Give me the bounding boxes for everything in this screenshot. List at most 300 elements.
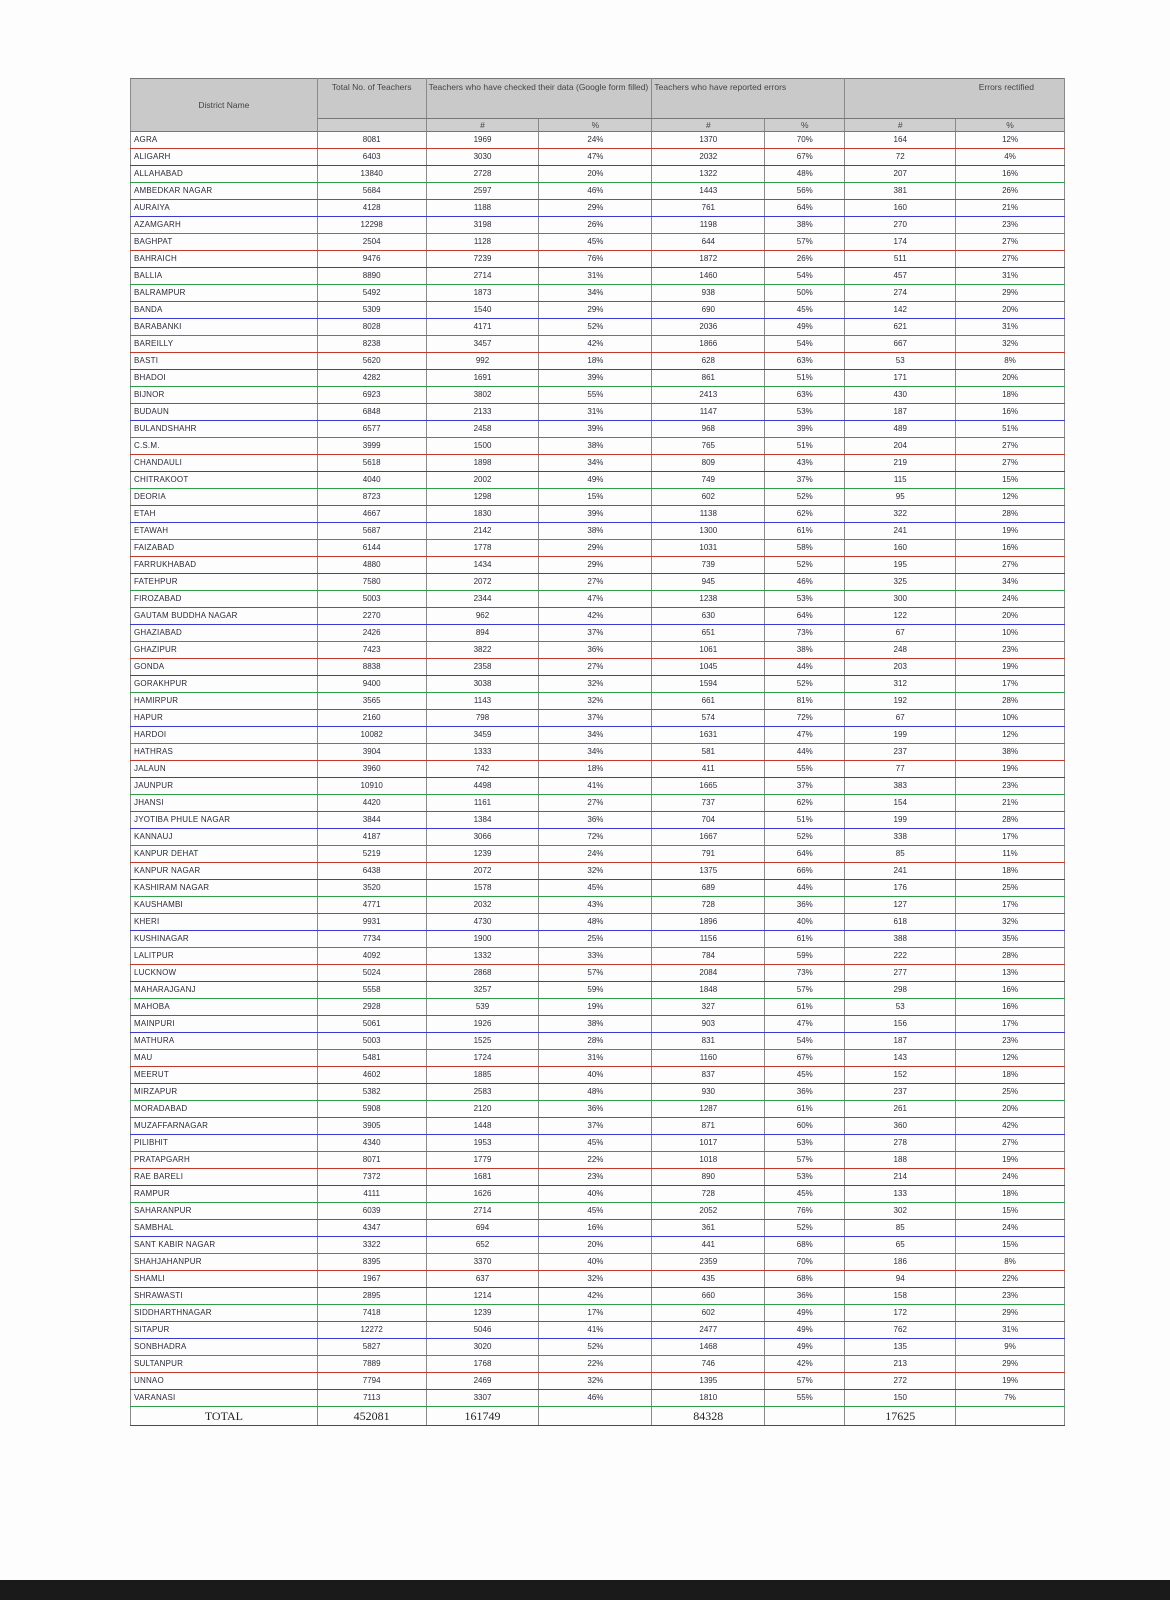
- table-row: [131, 1203, 1065, 1220]
- cell-reported-pct: 64%: [765, 200, 845, 217]
- cell-checked-pct: 45%: [539, 880, 652, 897]
- cell-district-name: JYOTIBA PHULE NAGAR: [131, 812, 318, 829]
- cell-reported-count: 1468: [652, 1339, 765, 1356]
- table-row: [131, 897, 1065, 914]
- cell-rectified-count: 143: [845, 1050, 956, 1067]
- cell-reported-pct: 57%: [765, 234, 845, 251]
- cell-district-name: JHANSI: [131, 795, 318, 812]
- cell-reported-count: 1896: [652, 914, 765, 931]
- cell-checked-count: 1332: [426, 948, 539, 965]
- cell-checked-pct: 31%: [539, 1050, 652, 1067]
- cell-rectified-count: 511: [845, 251, 956, 268]
- table-row: [131, 812, 1065, 829]
- cell-total-teachers: 8081: [317, 132, 426, 149]
- cell-rectified-pct: 18%: [956, 387, 1065, 404]
- cell-checked-pct: 25%: [539, 931, 652, 948]
- table-row: [131, 506, 1065, 523]
- cell-reported-count: 1017: [652, 1135, 765, 1152]
- cell-reported-pct: 61%: [765, 1101, 845, 1118]
- cell-reported-pct: 54%: [765, 336, 845, 353]
- cell-rectified-pct: 10%: [956, 625, 1065, 642]
- cell-reported-pct: 73%: [765, 625, 845, 642]
- cell-checked-pct: 40%: [539, 1254, 652, 1271]
- cell-rectified-pct: 21%: [956, 795, 1065, 812]
- total-reported-pct: [765, 1407, 845, 1426]
- cell-total-teachers: 5061: [317, 1016, 426, 1033]
- cell-district-name: GONDA: [131, 659, 318, 676]
- table-row: [131, 608, 1065, 625]
- cell-checked-count: 1578: [426, 880, 539, 897]
- cell-checked-count: 2714: [426, 1203, 539, 1220]
- cell-checked-pct: 34%: [539, 455, 652, 472]
- cell-reported-count: 630: [652, 608, 765, 625]
- cell-checked-count: 7239: [426, 251, 539, 268]
- cell-reported-count: 968: [652, 421, 765, 438]
- cell-checked-count: 5046: [426, 1322, 539, 1339]
- cell-district-name: C.S.M.: [131, 438, 318, 455]
- cell-checked-pct: 40%: [539, 1186, 652, 1203]
- cell-checked-count: 4498: [426, 778, 539, 795]
- table-row: [131, 1220, 1065, 1237]
- cell-district-name: LALITPUR: [131, 948, 318, 965]
- table-row: [131, 149, 1065, 166]
- cell-checked-count: 2868: [426, 965, 539, 982]
- cell-checked-count: 1626: [426, 1186, 539, 1203]
- cell-checked-count: 1969: [426, 132, 539, 149]
- cell-checked-pct: 29%: [539, 557, 652, 574]
- cell-rectified-count: 176: [845, 880, 956, 897]
- cell-reported-pct: 57%: [765, 1373, 845, 1390]
- table-row: [131, 1322, 1065, 1339]
- cell-reported-count: 739: [652, 557, 765, 574]
- cell-reported-pct: 40%: [765, 914, 845, 931]
- cell-rectified-count: 241: [845, 863, 956, 880]
- cell-rectified-pct: 12%: [956, 727, 1065, 744]
- cell-checked-pct: 45%: [539, 1203, 652, 1220]
- cell-reported-count: 361: [652, 1220, 765, 1237]
- cell-rectified-pct: 31%: [956, 1322, 1065, 1339]
- cell-reported-count: 2052: [652, 1203, 765, 1220]
- cell-rectified-count: 85: [845, 846, 956, 863]
- table-row: [131, 1118, 1065, 1135]
- cell-reported-pct: 55%: [765, 761, 845, 778]
- table-row: [131, 1186, 1065, 1203]
- cell-reported-count: 930: [652, 1084, 765, 1101]
- cell-rectified-count: 160: [845, 200, 956, 217]
- table-row: [131, 166, 1065, 183]
- table-row: [131, 336, 1065, 353]
- cell-reported-count: 1018: [652, 1152, 765, 1169]
- cell-rectified-count: 274: [845, 285, 956, 302]
- cell-rectified-pct: 16%: [956, 166, 1065, 183]
- cell-reported-count: 602: [652, 1305, 765, 1322]
- cell-reported-count: 1160: [652, 1050, 765, 1067]
- cell-checked-pct: 32%: [539, 693, 652, 710]
- cell-reported-count: 628: [652, 353, 765, 370]
- cell-district-name: ALLAHABAD: [131, 166, 318, 183]
- table-row: [131, 761, 1065, 778]
- cell-reported-pct: 54%: [765, 1033, 845, 1050]
- cell-reported-count: 861: [652, 370, 765, 387]
- cell-reported-pct: 60%: [765, 1118, 845, 1135]
- cell-rectified-pct: 38%: [956, 744, 1065, 761]
- cell-rectified-count: 338: [845, 829, 956, 846]
- cell-checked-pct: 39%: [539, 506, 652, 523]
- table-row: [131, 1050, 1065, 1067]
- cell-reported-count: 1443: [652, 183, 765, 200]
- cell-rectified-pct: 23%: [956, 1288, 1065, 1305]
- cell-reported-pct: 49%: [765, 1322, 845, 1339]
- cell-rectified-count: 270: [845, 217, 956, 234]
- total-reported: 84328: [652, 1407, 765, 1426]
- cell-reported-pct: 51%: [765, 370, 845, 387]
- cell-total-teachers: 6039: [317, 1203, 426, 1220]
- cell-reported-count: 1667: [652, 829, 765, 846]
- header-total-sub: [317, 119, 426, 132]
- table-row: [131, 863, 1065, 880]
- table-row: [131, 744, 1065, 761]
- cell-total-teachers: 5684: [317, 183, 426, 200]
- cell-reported-pct: 36%: [765, 1288, 845, 1305]
- cell-total-teachers: 2160: [317, 710, 426, 727]
- cell-reported-pct: 51%: [765, 812, 845, 829]
- header-reported-pct: %: [765, 119, 845, 132]
- cell-reported-pct: 37%: [765, 778, 845, 795]
- cell-total-teachers: 6144: [317, 540, 426, 557]
- cell-checked-count: 4730: [426, 914, 539, 931]
- cell-checked-count: 2002: [426, 472, 539, 489]
- cell-checked-pct: 32%: [539, 1271, 652, 1288]
- cell-rectified-count: 53: [845, 353, 956, 370]
- cell-reported-pct: 62%: [765, 795, 845, 812]
- cell-total-teachers: 5558: [317, 982, 426, 999]
- cell-reported-count: 2032: [652, 149, 765, 166]
- cell-total-teachers: 8071: [317, 1152, 426, 1169]
- cell-checked-count: 2344: [426, 591, 539, 608]
- cell-rectified-pct: 10%: [956, 710, 1065, 727]
- cell-reported-count: 761: [652, 200, 765, 217]
- cell-rectified-pct: 20%: [956, 370, 1065, 387]
- cell-total-teachers: 12272: [317, 1322, 426, 1339]
- cell-rectified-count: 383: [845, 778, 956, 795]
- table-row: [131, 268, 1065, 285]
- cell-total-teachers: 4880: [317, 557, 426, 574]
- cell-reported-pct: 56%: [765, 183, 845, 200]
- cell-total-teachers: 9476: [317, 251, 426, 268]
- cell-checked-count: 1384: [426, 812, 539, 829]
- cell-district-name: SULTANPUR: [131, 1356, 318, 1373]
- cell-checked-pct: 47%: [539, 149, 652, 166]
- cell-total-teachers: 13840: [317, 166, 426, 183]
- cell-rectified-count: 237: [845, 744, 956, 761]
- cell-total-teachers: 4282: [317, 370, 426, 387]
- cell-checked-count: 1434: [426, 557, 539, 574]
- cell-checked-pct: 43%: [539, 897, 652, 914]
- total-row: [131, 1407, 1065, 1426]
- cell-rectified-pct: 28%: [956, 693, 1065, 710]
- cell-rectified-count: 174: [845, 234, 956, 251]
- cell-total-teachers: 1967: [317, 1271, 426, 1288]
- cell-rectified-pct: 31%: [956, 319, 1065, 336]
- cell-rectified-count: 325: [845, 574, 956, 591]
- header-checked-num: #: [426, 119, 539, 132]
- cell-checked-pct: 45%: [539, 1135, 652, 1152]
- cell-reported-count: 2359: [652, 1254, 765, 1271]
- cell-district-name: KANPUR NAGAR: [131, 863, 318, 880]
- cell-checked-count: 798: [426, 710, 539, 727]
- cell-reported-count: 644: [652, 234, 765, 251]
- cell-checked-count: 2133: [426, 404, 539, 421]
- cell-district-name: SANT KABIR NAGAR: [131, 1237, 318, 1254]
- cell-reported-count: 1238: [652, 591, 765, 608]
- cell-district-name: RAMPUR: [131, 1186, 318, 1203]
- cell-district-name: SAMBHAL: [131, 1220, 318, 1237]
- cell-reported-pct: 42%: [765, 1356, 845, 1373]
- cell-district-name: BAGHPAT: [131, 234, 318, 251]
- cell-rectified-count: 65: [845, 1237, 956, 1254]
- cell-rectified-count: 298: [845, 982, 956, 999]
- cell-total-teachers: 4771: [317, 897, 426, 914]
- cell-rectified-count: 85: [845, 1220, 956, 1237]
- cell-rectified-pct: 15%: [956, 1237, 1065, 1254]
- cell-total-teachers: 7794: [317, 1373, 426, 1390]
- cell-district-name: DEORIA: [131, 489, 318, 506]
- cell-rectified-count: 302: [845, 1203, 956, 1220]
- cell-reported-pct: 53%: [765, 1169, 845, 1186]
- cell-reported-count: 435: [652, 1271, 765, 1288]
- cell-reported-pct: 61%: [765, 999, 845, 1016]
- cell-reported-count: 728: [652, 897, 765, 914]
- cell-checked-count: 1691: [426, 370, 539, 387]
- cell-rectified-count: 261: [845, 1101, 956, 1118]
- cell-rectified-count: 172: [845, 1305, 956, 1322]
- cell-reported-count: 945: [652, 574, 765, 591]
- cell-reported-count: 831: [652, 1033, 765, 1050]
- cell-total-teachers: 5309: [317, 302, 426, 319]
- table-row: [131, 591, 1065, 608]
- cell-rectified-pct: 15%: [956, 1203, 1065, 1220]
- cell-reported-pct: 53%: [765, 404, 845, 421]
- cell-rectified-pct: 12%: [956, 489, 1065, 506]
- cell-total-teachers: 4187: [317, 829, 426, 846]
- table-row: [131, 370, 1065, 387]
- cell-checked-pct: 36%: [539, 642, 652, 659]
- cell-reported-count: 1045: [652, 659, 765, 676]
- cell-reported-count: 411: [652, 761, 765, 778]
- cell-checked-pct: 27%: [539, 574, 652, 591]
- cell-total-teachers: 4340: [317, 1135, 426, 1152]
- cell-checked-pct: 20%: [539, 1237, 652, 1254]
- cell-checked-count: 2072: [426, 574, 539, 591]
- cell-checked-pct: 38%: [539, 523, 652, 540]
- cell-rectified-pct: 35%: [956, 931, 1065, 948]
- table-row: [131, 880, 1065, 897]
- cell-checked-count: 962: [426, 608, 539, 625]
- cell-rectified-count: 322: [845, 506, 956, 523]
- cell-reported-count: 1322: [652, 166, 765, 183]
- cell-checked-pct: 41%: [539, 1322, 652, 1339]
- cell-total-teachers: 2426: [317, 625, 426, 642]
- cell-rectified-pct: 17%: [956, 829, 1065, 846]
- header-reported: Teachers who have reported errors: [652, 79, 845, 119]
- table-body: [131, 132, 1065, 1407]
- cell-checked-pct: 34%: [539, 285, 652, 302]
- table-row: [131, 1305, 1065, 1322]
- cell-reported-count: 1147: [652, 404, 765, 421]
- cell-reported-count: 1138: [652, 506, 765, 523]
- cell-total-teachers: 4602: [317, 1067, 426, 1084]
- table-row: [131, 846, 1065, 863]
- cell-reported-pct: 57%: [765, 982, 845, 999]
- cell-rectified-count: 219: [845, 455, 956, 472]
- table-row: [131, 795, 1065, 812]
- cell-reported-count: 1631: [652, 727, 765, 744]
- cell-reported-count: 1198: [652, 217, 765, 234]
- cell-checked-count: 2714: [426, 268, 539, 285]
- cell-rectified-pct: 17%: [956, 897, 1065, 914]
- cell-rectified-pct: 25%: [956, 1084, 1065, 1101]
- cell-rectified-count: 115: [845, 472, 956, 489]
- cell-rectified-pct: 27%: [956, 1135, 1065, 1152]
- total-rectified: 17625: [845, 1407, 956, 1426]
- cell-district-name: GHAZIPUR: [131, 642, 318, 659]
- table-row: [131, 1135, 1065, 1152]
- cell-rectified-pct: 28%: [956, 812, 1065, 829]
- cell-rectified-count: 195: [845, 557, 956, 574]
- cell-rectified-pct: 24%: [956, 1169, 1065, 1186]
- cell-reported-pct: 73%: [765, 965, 845, 982]
- cell-total-teachers: 3960: [317, 761, 426, 778]
- cell-reported-pct: 70%: [765, 132, 845, 149]
- cell-reported-pct: 63%: [765, 387, 845, 404]
- cell-reported-count: 581: [652, 744, 765, 761]
- cell-reported-pct: 38%: [765, 642, 845, 659]
- cell-total-teachers: 3904: [317, 744, 426, 761]
- cell-checked-pct: 18%: [539, 761, 652, 778]
- cell-district-name: FARRUKHABAD: [131, 557, 318, 574]
- cell-checked-pct: 31%: [539, 404, 652, 421]
- cell-rectified-count: 77: [845, 761, 956, 778]
- cell-rectified-count: 213: [845, 1356, 956, 1373]
- cell-checked-pct: 55%: [539, 387, 652, 404]
- cell-rectified-count: 72: [845, 149, 956, 166]
- cell-rectified-count: 272: [845, 1373, 956, 1390]
- cell-reported-pct: 52%: [765, 829, 845, 846]
- cell-total-teachers: 5620: [317, 353, 426, 370]
- table-row: [131, 659, 1065, 676]
- cell-rectified-count: 277: [845, 965, 956, 982]
- cell-rectified-count: 171: [845, 370, 956, 387]
- cell-checked-pct: 48%: [539, 1084, 652, 1101]
- cell-rectified-pct: 28%: [956, 506, 1065, 523]
- cell-rectified-count: 762: [845, 1322, 956, 1339]
- cell-checked-pct: 18%: [539, 353, 652, 370]
- cell-reported-count: 327: [652, 999, 765, 1016]
- cell-reported-count: 2036: [652, 319, 765, 336]
- cell-district-name: MAU: [131, 1050, 318, 1067]
- cell-rectified-pct: 4%: [956, 149, 1065, 166]
- cell-district-name: MIRZAPUR: [131, 1084, 318, 1101]
- table-row: [131, 1373, 1065, 1390]
- cell-checked-pct: 36%: [539, 1101, 652, 1118]
- cell-reported-count: 938: [652, 285, 765, 302]
- cell-reported-pct: 54%: [765, 268, 845, 285]
- cell-rectified-count: 199: [845, 812, 956, 829]
- cell-total-teachers: 3999: [317, 438, 426, 455]
- cell-rectified-count: 133: [845, 1186, 956, 1203]
- cell-rectified-pct: 23%: [956, 217, 1065, 234]
- cell-rectified-count: 667: [845, 336, 956, 353]
- cell-rectified-pct: 23%: [956, 642, 1065, 659]
- cell-rectified-pct: 19%: [956, 523, 1065, 540]
- cell-checked-pct: 37%: [539, 625, 652, 642]
- cell-reported-pct: 67%: [765, 1050, 845, 1067]
- cell-district-name: VARANASI: [131, 1390, 318, 1407]
- cell-district-name: KHERI: [131, 914, 318, 931]
- table-row: [131, 625, 1065, 642]
- cell-reported-pct: 36%: [765, 1084, 845, 1101]
- district-teacher-data-sheet: [130, 78, 1065, 1426]
- cell-reported-count: 737: [652, 795, 765, 812]
- table-row: [131, 727, 1065, 744]
- cell-district-name: SITAPUR: [131, 1322, 318, 1339]
- cell-reported-pct: 70%: [765, 1254, 845, 1271]
- table-row: [131, 1271, 1065, 1288]
- cell-reported-count: 661: [652, 693, 765, 710]
- cell-total-teachers: 7734: [317, 931, 426, 948]
- cell-rectified-pct: 27%: [956, 455, 1065, 472]
- cell-checked-count: 3822: [426, 642, 539, 659]
- table-row: [131, 999, 1065, 1016]
- cell-rectified-count: 457: [845, 268, 956, 285]
- cell-rectified-pct: 20%: [956, 608, 1065, 625]
- cell-district-name: PILIBHIT: [131, 1135, 318, 1152]
- cell-rectified-pct: 29%: [956, 285, 1065, 302]
- table-row: [131, 1339, 1065, 1356]
- cell-total-teachers: 7889: [317, 1356, 426, 1373]
- cell-district-name: AURAIYA: [131, 200, 318, 217]
- cell-checked-pct: 32%: [539, 1373, 652, 1390]
- cell-reported-count: 1665: [652, 778, 765, 795]
- cell-district-name: GORAKHPUR: [131, 676, 318, 693]
- cell-reported-count: 1370: [652, 132, 765, 149]
- cell-district-name: BANDA: [131, 302, 318, 319]
- cell-district-name: BUDAUN: [131, 404, 318, 421]
- total-label: TOTAL: [131, 1407, 318, 1426]
- cell-district-name: ETAH: [131, 506, 318, 523]
- cell-reported-pct: 67%: [765, 149, 845, 166]
- cell-rectified-pct: 27%: [956, 557, 1065, 574]
- cell-district-name: MAHARAJGANJ: [131, 982, 318, 999]
- cell-district-name: ETAWAH: [131, 523, 318, 540]
- table-row: [131, 931, 1065, 948]
- total-rectified-pct: [956, 1407, 1065, 1426]
- cell-rectified-count: 154: [845, 795, 956, 812]
- cell-checked-count: 3038: [426, 676, 539, 693]
- cell-reported-pct: 52%: [765, 1220, 845, 1237]
- cell-checked-count: 1298: [426, 489, 539, 506]
- cell-total-teachers: 5003: [317, 1033, 426, 1050]
- cell-reported-pct: 59%: [765, 948, 845, 965]
- cell-reported-pct: 48%: [765, 166, 845, 183]
- cell-checked-count: 1239: [426, 1305, 539, 1322]
- cell-checked-pct: 76%: [539, 251, 652, 268]
- cell-reported-pct: 50%: [765, 285, 845, 302]
- cell-district-name: CHANDAULI: [131, 455, 318, 472]
- cell-checked-count: 539: [426, 999, 539, 1016]
- cell-total-teachers: 10082: [317, 727, 426, 744]
- cell-reported-pct: 58%: [765, 540, 845, 557]
